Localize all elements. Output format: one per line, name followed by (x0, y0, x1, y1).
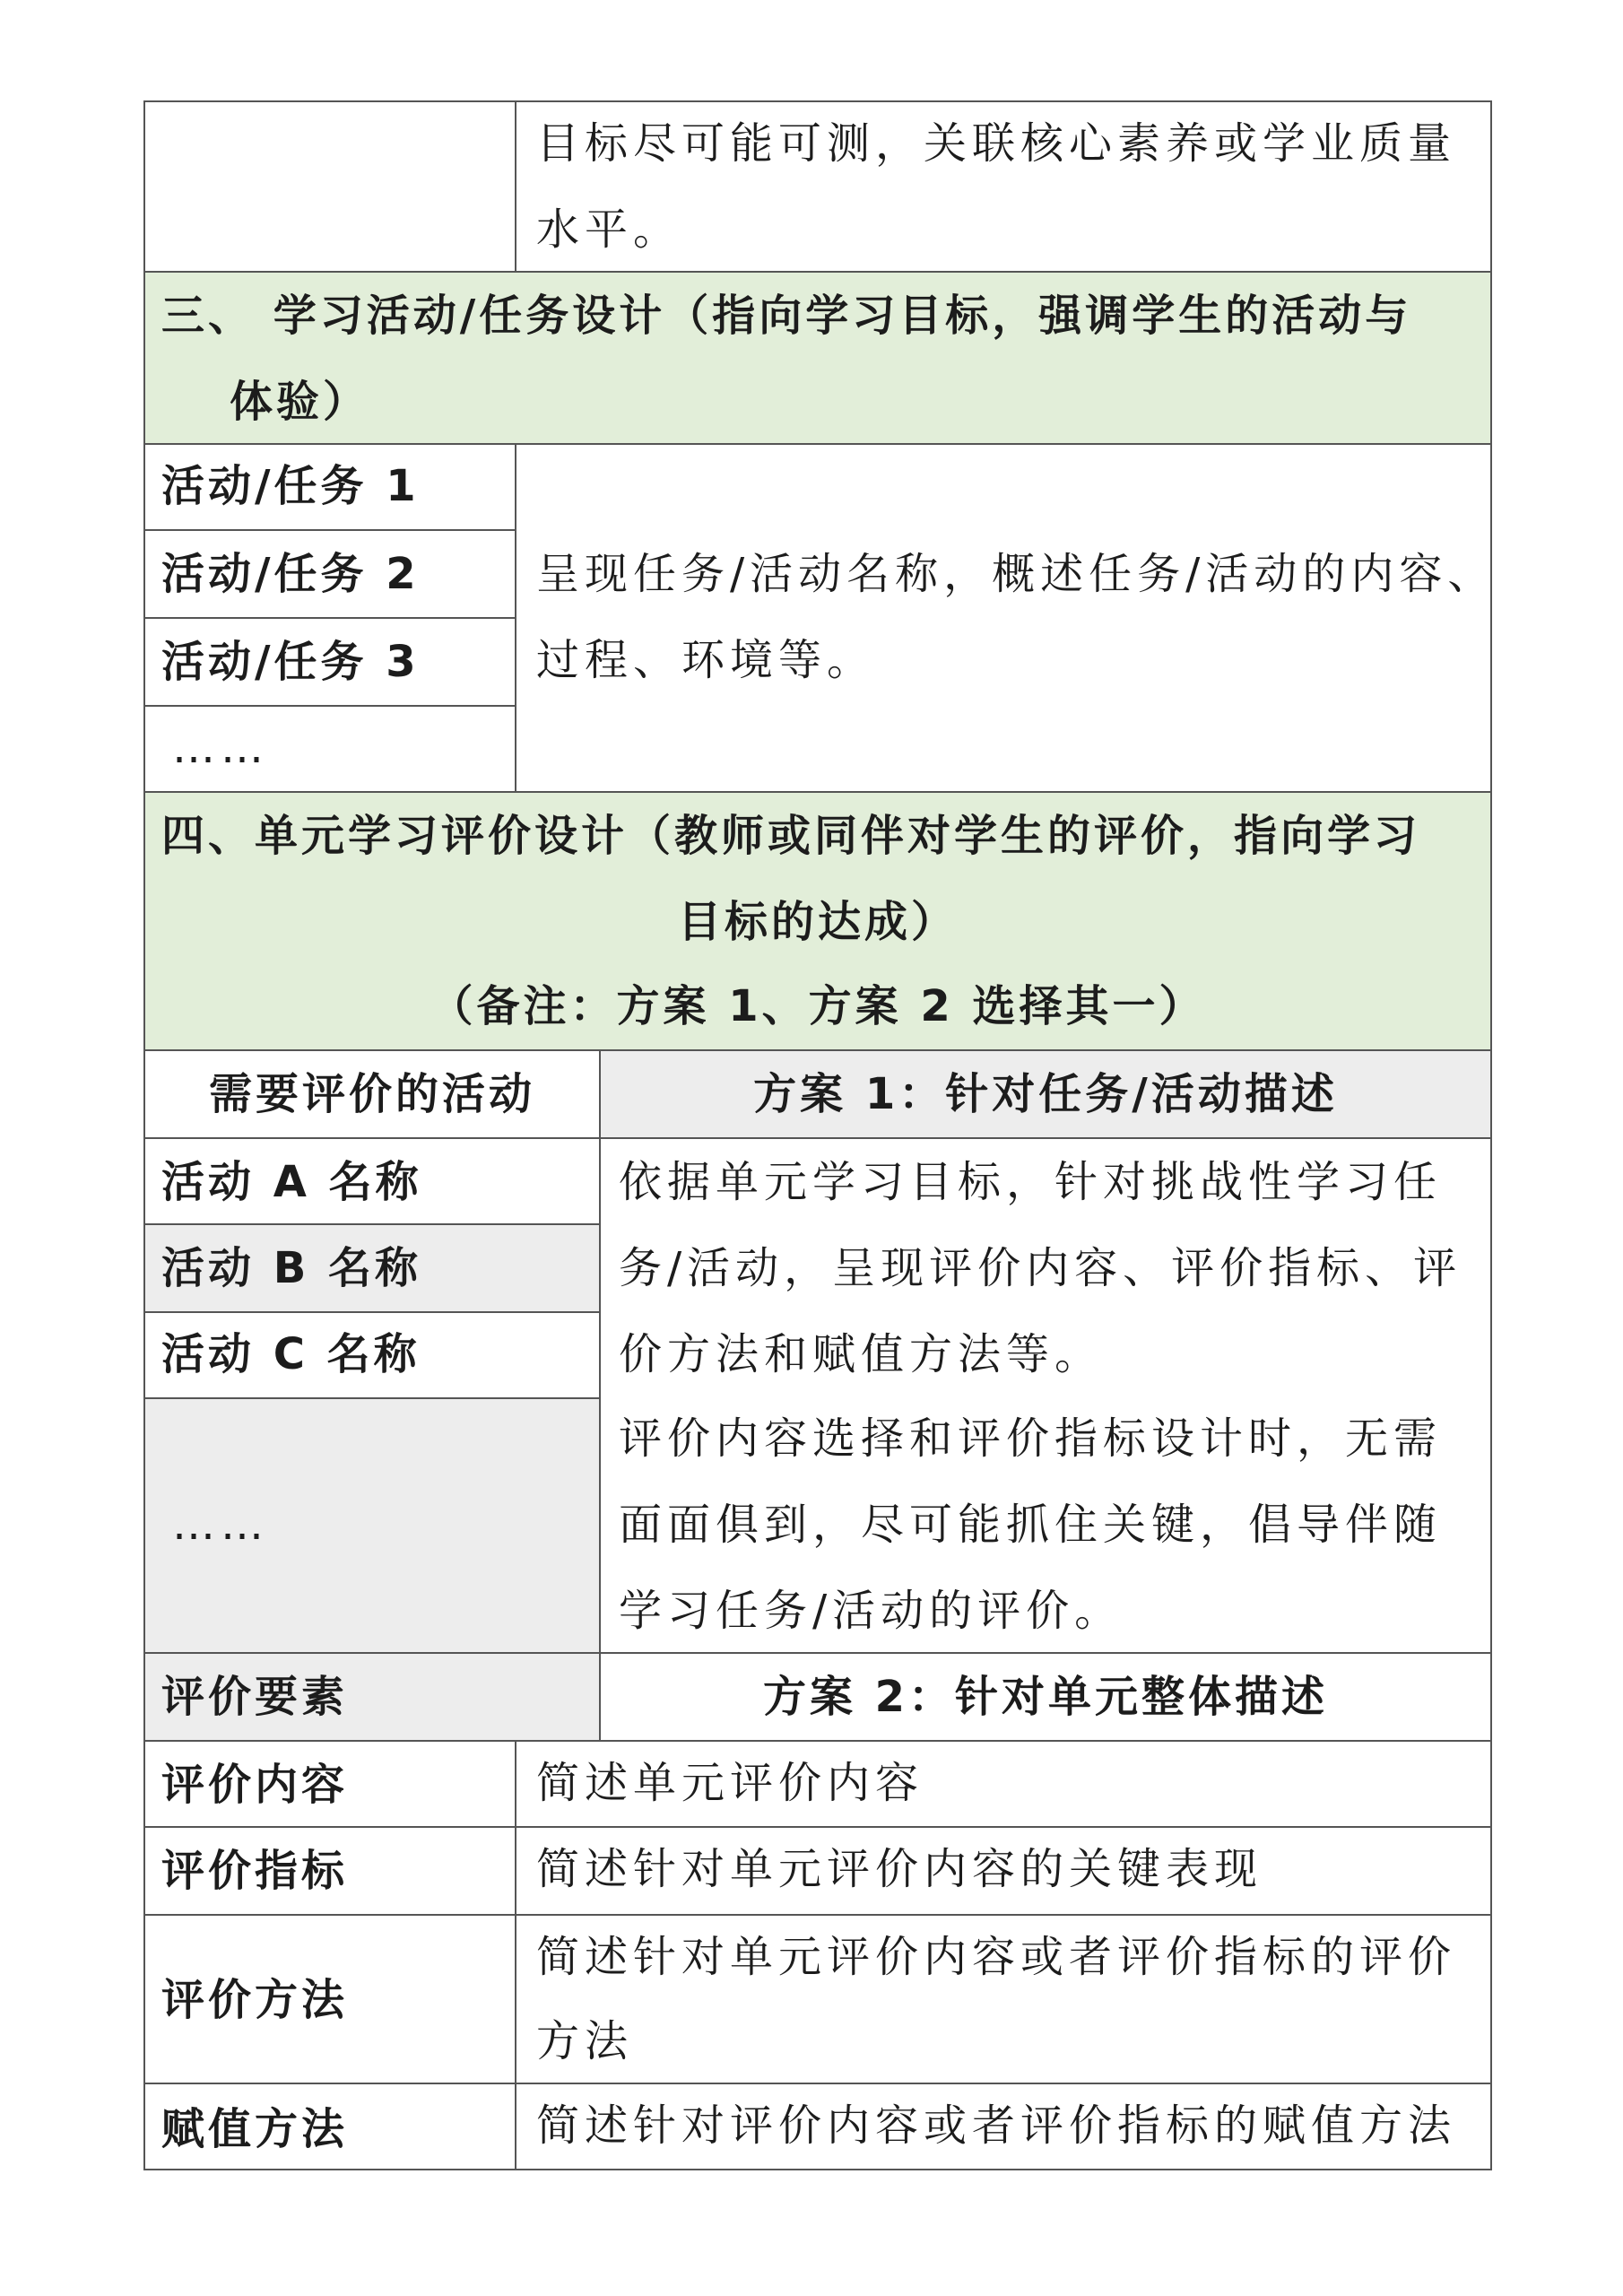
plan2-left-header: 评价要素 (161, 1672, 349, 1722)
activity-more-name: …… (172, 1500, 269, 1550)
goal-text-line2: 水平。 (536, 204, 682, 255)
activity-b-name: 活动 B 名称 (161, 1243, 422, 1293)
activity-task-1-label: 活动/任务 1 (161, 461, 420, 511)
evaluation-method-description-line2: 方法 (536, 2016, 634, 2066)
evaluation-method-label: 评价方法 (161, 1975, 349, 2025)
activity-task-3-label: 活动/任务 3 (161, 637, 420, 687)
divider (515, 100, 516, 273)
evaluation-indicator-description: 简述针对单元评价内容的关键表现 (536, 1844, 1263, 1894)
scoring-method-label: 赋值方法 (161, 2104, 349, 2154)
plan1-description-line2: 务/活动，呈现评价内容、评价指标、评 (619, 1243, 1462, 1293)
plan1-description-line3: 价方法和赋值方法等。 (619, 1329, 1104, 1379)
section3-heading-continued: 体验） (230, 377, 370, 427)
divider (143, 1397, 601, 1399)
plan1-right-header: 方案 1：针对任务/活动描述 (753, 1069, 1338, 1119)
activity-task-2-label: 活动/任务 2 (161, 549, 420, 599)
divider (599, 1049, 601, 1742)
goal-text-line1: 目标尽可能可测，关联核心素养或学业质量 (536, 118, 1457, 169)
plan1-description-line6: 学习任务/活动的评价。 (619, 1586, 1124, 1636)
section3-description-line1: 呈现任务/活动名称，概述任务/活动的内容、 (536, 549, 1497, 599)
plan2-right-header: 方案 2：针对单元整体描述 (762, 1672, 1329, 1722)
divider (515, 443, 516, 793)
plan1-description-line4: 评价内容选择和评价指标设计时，无需 (619, 1413, 1443, 1464)
plan1-description-line1: 依据单元学习目标，针对挑战性学习任 (619, 1157, 1443, 1207)
evaluation-content-label: 评价内容 (161, 1760, 349, 1810)
section3-heading: 三、 学习活动/任务设计（指向学习目标，强调学生的活动与 (161, 291, 1412, 341)
activity-a-name: 活动 A 名称 (161, 1157, 422, 1207)
section4-heading-continued: 目标的达成） (677, 897, 958, 947)
activity-c-name: 活动 C 名称 (161, 1329, 421, 1379)
plan1-description-line5: 面面俱到，尽可能抓住关键，倡导伴随 (619, 1500, 1443, 1550)
divider (515, 1740, 516, 2170)
section3-description-line2: 过程、环境等。 (536, 635, 876, 685)
evaluation-indicator-label: 评价指标 (161, 1846, 349, 1896)
section4-note: （备注：方案 1、方案 2 选择其一） (430, 981, 1206, 1031)
evaluation-method-description-line1: 简述针对单元评价内容或者评价指标的评价 (536, 1932, 1457, 1982)
evaluation-content-description: 简述单元评价内容 (536, 1758, 924, 1808)
section4-heading: 四、单元学习评价设计（教师或同伴对学生的评价，指向学习 (161, 811, 1421, 861)
scoring-method-description: 简述针对评价内容或者评价指标的赋值方法 (536, 2100, 1457, 2151)
activity-task-more-label: …… (172, 723, 269, 773)
plan1-left-header: 需要评价的活动 (208, 1069, 535, 1119)
